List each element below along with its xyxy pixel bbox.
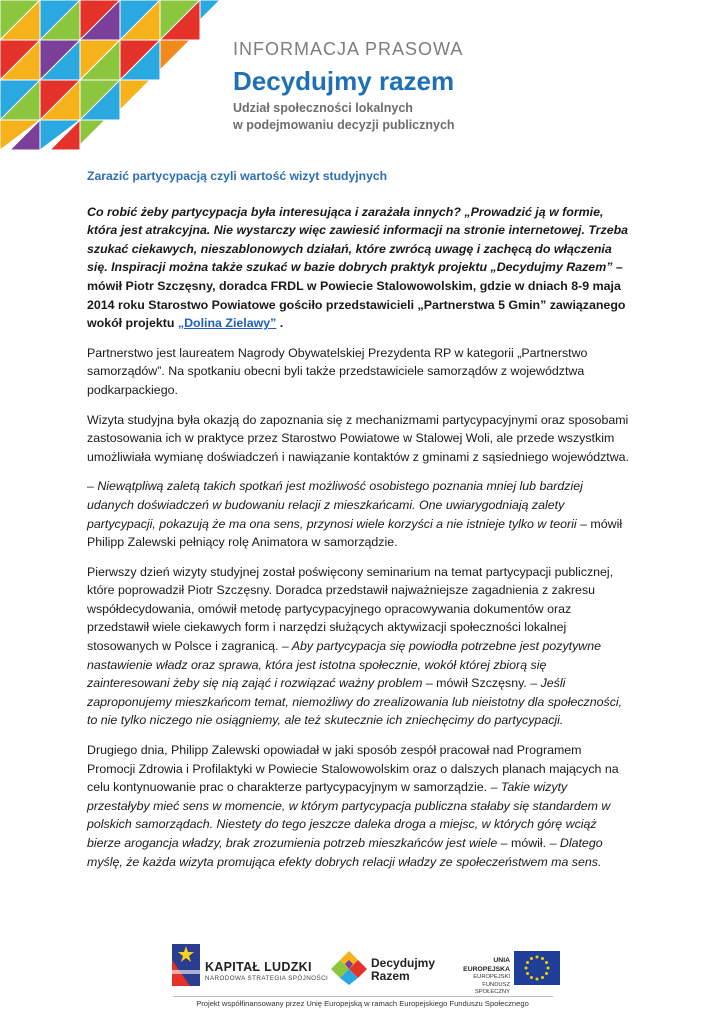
paragraph-6-text-1: Drugiego dnia, Philipp Zalewski opowiadał w jaki sposób zespół pracował nad Programem Promocji Zdrowia i Profilaktyki w Powiecie Stalowowolskim oraz o dalszych planach mających na celu kontynuowanie prac o charakterze partycypacyjnym w samorządzie.	[87, 743, 619, 795]
header	[233, 38, 463, 134]
decydujmy-razem-text	[371, 957, 435, 982]
dr-line-2: Razem	[371, 968, 410, 983]
paragraph-5-quote-2: – Jeśli zaproponujemy mieszkańcom temat, niemożliwy do zrealizowania lub nieistotny dla społeczności, to nie tylko niczego nie osiągniemy, ale też skutecznie ich zniechęcimy do partycypacji.	[87, 676, 623, 728]
dolina-zielawy-link[interactable]: „Dolina Zielawy”	[177, 316, 277, 331]
paragraph-5-quote-1: – Aby partycypacja się powiodła potrzebne jest pozytywne nastawienie władz oraz sprawa, która jest istotna społecznie, wokół której zbiorą się zainteresowani żeby się nią zająć i rozwiązać ważny problem	[87, 639, 602, 691]
article-title: Zarazić partycypacją czyli wartość wizyt studyjnych	[87, 169, 388, 183]
subtitle-line-2: w podejmowaniu decyzji publicznych	[233, 118, 455, 132]
decydujmy-razem-logo	[330, 951, 368, 985]
eu-sub-1: EUROPEJSKI	[473, 974, 510, 980]
dr-line-1: Decydujmy	[371, 956, 436, 970]
kl-title: KAPITAŁ LUDZKI	[205, 960, 312, 974]
paragraph-6-text-2: – mówił.	[497, 836, 550, 850]
footer-note: Projekt współfinansowany przez Unię Europejską w ramach Europejskiego Funduszu Społecznego	[196, 999, 529, 1008]
paragraph-5-text-2: – mówił Szczęsny.	[422, 676, 531, 691]
paragraph-6	[87, 741, 632, 871]
lead-attribution: – mówił Piotr Szczęsny, doradca FRDL w Powiecie Stalowowolskim, gdzie w dniach 8-9 maja 2014 roku Starostwo Powiatowe gościło przedstawicieli „Partnerstwa 5 Gmin” zawiązanego wokół projektu	[87, 260, 626, 331]
kapital-ludzki-logo	[168, 940, 204, 990]
paragraph-4-attribution: – mówił Philipp Zalewski pełniący rolę Animatora w samorządzie.	[87, 516, 623, 550]
kl-subtitle: NARODOWA STRATEGIA SPÓJNOŚCI	[205, 975, 329, 982]
paragraph-6-quote-1: – Takie wizyty przestałyby mieć sens w momencie, w którym partycypacja publiczna stałaby się standardem w polskich samorządach. Niestety do tego jeszcze daleka droga a miejsc, w których górę wciąż bierze arogancja władzy, brak zrozumienia potrzeb mieszkańców jest wiele	[87, 780, 611, 850]
eu-flag-icon	[514, 951, 560, 985]
lead-end: .	[276, 316, 284, 331]
press-release-kicker: INFORMACJA PRASOWA	[233, 39, 464, 59]
paragraph-5	[87, 563, 632, 730]
mosaic-logo	[0, 0, 225, 150]
article	[87, 167, 632, 882]
paragraph-3: Wizyta studyjna była okazją do zapoznania się z mechanizmami partycypacyjnymi oraz sposobami zastosowania ich w praktyce przez Starostwo Powiatowe w Stalowej Woli, ale przede wszystkim umożliwiała wymianę doświadczeń i nawiązanie kontaktów z gminami z sąsiedniego województwa.	[87, 412, 630, 464]
eu-title: UNIA EUROPEJSKA	[463, 957, 510, 973]
brand-title: Decydujmy razem	[233, 66, 455, 96]
subtitle-line-1: Udział społeczności lokalnych	[233, 101, 413, 115]
footer-divider	[173, 996, 553, 997]
footer	[0, 940, 725, 1024]
lead-paragraph	[87, 203, 632, 333]
kapital-ludzki-text	[205, 960, 328, 983]
paragraph-4	[87, 477, 632, 551]
eu-text	[450, 956, 510, 997]
paragraph-5-text-1: Pierwszy dzień wizyty studyjnej został poświęcony seminarium na temat partycypacji publicznej, które poprowadził Piotr Szczęsny. Doradca przedstawił najważniejsze zagadnienia z zakresu współdecydowania, omówił metodę partycypacyjnego opracowywania dokumentów oraz przedstawił wiele ciekawych form i narzędzi służących aktywizacji społeczności lokalnej stosowanych w Polsce i zagranicą.	[87, 564, 614, 654]
eu-sub-2: FUNDUSZ SPOŁECZNY	[474, 981, 510, 995]
paragraph-2: Partnerstwo jest laureatem Nagrody Obywatelskiej Prezydenta RP w kategorii „Partnerstwo samorządów”. Na spotkaniu obecni byli także przedstawiciele samorządów z województwa podkarpackiego.	[87, 345, 588, 397]
paragraph-4-quote: – Niewątpliwą zaletą takich spotkań jest możliwość osobistego poznania mniej lub bardziej udanych doświadczeń w budowaniu relacji z mieszkańcami. One uwiarygodniają zalety partycypacji, pokazują że ma ona sens, przynosi wiele korzyści a nie istnieje tylko w teorii	[87, 479, 583, 531]
lead-quote: Co robić żeby partycypacja była interesująca i zarażała innych? „Prowadzić ją w formie, która jest atrakcyjna. Nie wystarczy więc zawiesić informacji na stronie internetowej. Trzeba szukać ciekawych, nieszablonowych działań, które zwrócą uwagę i zachęcą do włączenia się. Inspiracji można także szukać w bazie dobrych praktyk projektu „Decydujmy Razem”	[87, 204, 629, 275]
paragraph-6-quote-2: – Dlatego myślę, że każda wizyta promująca efekty dobrych relacji władzy ze społeczeństwem ma sens.	[87, 836, 603, 869]
